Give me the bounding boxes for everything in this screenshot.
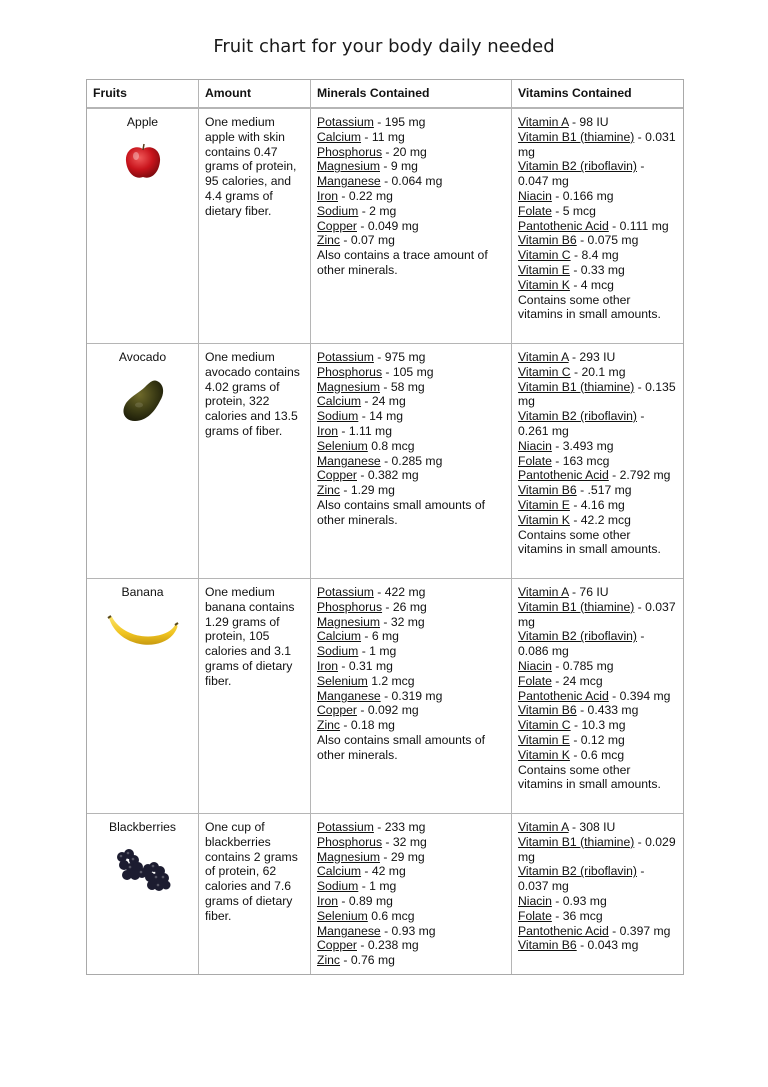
nutrient-link[interactable]: Potassium: [317, 350, 374, 364]
nutrient-link[interactable]: Niacin: [518, 438, 552, 453]
table-row-blackberries: [87, 814, 683, 974]
nutrient-link[interactable]: Vitamin E: [518, 262, 570, 277]
nutrient-link[interactable]: Pantothenic Acid: [518, 218, 609, 233]
fruit-cell: [87, 344, 199, 579]
nutrient-link[interactable]: Folate: [518, 453, 552, 468]
nutrient-link[interactable]: Pantothenic Acid: [518, 468, 609, 483]
vitamins-cell: [512, 814, 683, 974]
nutrient-value: - 0.037 mg: [518, 599, 676, 629]
mineral-item: [317, 468, 505, 483]
vitamins-cell: [512, 579, 683, 814]
mineral-item: [317, 820, 505, 835]
vitamin-item: [518, 600, 677, 630]
mineral-item: [317, 380, 505, 395]
nutrient-value: - 26 mg: [382, 599, 427, 614]
nutrient-value: - 24 mg: [361, 394, 406, 409]
nutrient-value: - 1.11 mg: [338, 423, 392, 438]
page-title: Fruit chart for your body daily needed: [213, 36, 555, 57]
vitamin-item: [518, 674, 677, 689]
nutrient-value: - 0.029 mg: [518, 834, 676, 864]
fruit-name: Blackberries: [108, 820, 177, 834]
nutrient-value: - 163 mcg: [551, 453, 610, 468]
fruit-cell: [87, 109, 199, 344]
vitamin-item: [518, 864, 677, 894]
vitamin-item: [518, 365, 677, 380]
nutrient-link[interactable]: Copper: [317, 938, 357, 953]
mineral-item: [317, 130, 505, 145]
vitamins-note: Contains some other vitamins in small amounts.: [518, 762, 661, 792]
fruit-name: Banana: [121, 585, 164, 599]
nutrient-value: - 0.93 mg: [380, 923, 436, 938]
nutrient-value: - 76 IU: [568, 585, 609, 599]
mineral-item: [317, 365, 505, 380]
nutrient-value: - 975 mg: [373, 350, 426, 364]
apple-image: [122, 140, 164, 182]
vitamin-item: [518, 204, 677, 219]
nutrient-link[interactable]: Vitamin B2 (riboflavin): [518, 864, 637, 879]
fruit-name: Avocado: [118, 350, 167, 364]
nutrient-link[interactable]: Selenium: [317, 673, 368, 688]
nutrient-link[interactable]: Vitamin B6: [518, 703, 577, 718]
nutrient-value: - 98 IU: [568, 115, 609, 129]
avocado-image: [117, 375, 169, 425]
mineral-item: [317, 674, 505, 689]
mineral-item: [317, 864, 505, 879]
nutrient-value: - 0.394 mg: [608, 688, 671, 703]
amount-cell: One cup of blackberries contains 2 grams of protein, 62 calories and 7.6 grams of dietary fiber.: [199, 814, 311, 974]
nutrient-link[interactable]: Phosphorus: [317, 144, 383, 159]
mineral-item: [317, 629, 505, 644]
vitamins-note: Contains some other vitamins in small amounts.: [518, 527, 661, 557]
nutrient-link[interactable]: Copper: [317, 703, 357, 718]
blackberries-image: [112, 845, 174, 895]
nutrient-value: - 0.037 mg: [518, 864, 645, 894]
nutrient-link[interactable]: Iron: [317, 658, 339, 673]
nutrient-link[interactable]: Magnesium: [317, 159, 380, 174]
nutrient-value: 1.2 mcg: [367, 673, 415, 688]
nutrient-value: - 422 mg: [373, 585, 426, 599]
mineral-item: [317, 909, 505, 924]
nutrient-value: - 0.064 mg: [380, 174, 443, 189]
nutrient-value: - 42.2 mcg: [569, 512, 631, 527]
nutrient-link[interactable]: Zinc: [317, 953, 341, 968]
mineral-item: [317, 174, 505, 189]
nutrient-value: - 105 mg: [382, 364, 434, 379]
nutrient-link[interactable]: Vitamin B6: [518, 483, 577, 498]
nutrient-value: - 0.382 mg: [356, 468, 419, 483]
nutrient-link[interactable]: Iron: [317, 423, 339, 438]
vitamin-item: [518, 659, 677, 674]
vitamin-item: [518, 189, 677, 204]
nutrient-value: - 0.135 mg: [518, 379, 676, 409]
mineral-item: [317, 659, 505, 674]
vitamin-item: [518, 894, 677, 909]
header-minerals: Minerals Contained: [311, 80, 512, 109]
vitamins-cell: [512, 109, 683, 344]
mineral-item: [317, 644, 505, 659]
nutrient-value: - 24 mcg: [551, 673, 603, 688]
minerals-cell: [311, 579, 512, 814]
nutrient-value: - 20 mg: [382, 144, 427, 159]
mineral-item: [317, 585, 505, 600]
vitamin-item: [518, 820, 677, 835]
nutrient-link[interactable]: Vitamin B1 (thiamine): [518, 379, 635, 394]
nutrient-link[interactable]: Vitamin C: [518, 364, 571, 379]
nutrient-link[interactable]: Zinc: [317, 233, 341, 248]
nutrient-value: - 0.18 mg: [340, 718, 395, 733]
nutrient-value: - 1 mg: [358, 879, 397, 894]
minerals-note: Also contains a trace amount of other minerals.: [317, 248, 488, 277]
fruit-cell: [87, 814, 199, 974]
minerals-cell: [311, 109, 512, 344]
nutrient-value: - 308 IU: [568, 820, 616, 834]
nutrient-value: - 36 mcg: [551, 908, 603, 923]
header-vitamins: Vitamins Contained: [512, 80, 683, 109]
minerals-note: Also contains small amounts of other minerals.: [317, 732, 485, 762]
nutrient-value: - 20.1 mg: [570, 364, 626, 379]
mineral-item: [317, 350, 505, 365]
mineral-item: [317, 718, 505, 733]
vitamins-note: Contains some other vitamins in small amounts.: [518, 292, 661, 322]
mineral-item: [317, 115, 505, 130]
nutrient-link[interactable]: Vitamin B6: [518, 233, 577, 248]
vitamin-item: [518, 835, 677, 865]
nutrient-value: - 0.031 mg: [518, 129, 676, 159]
vitamin-item: [518, 454, 677, 469]
nutrient-link[interactable]: Manganese: [317, 923, 381, 938]
nutrient-value: - 0.285 mg: [380, 453, 443, 468]
fruit-cell: [87, 579, 199, 814]
nutrient-value: - 233 mg: [373, 820, 426, 834]
vitamin-item: [518, 703, 677, 718]
mineral-item: [317, 219, 505, 234]
nutrient-value: - 0.397 mg: [608, 923, 671, 938]
mineral-item: [317, 409, 505, 424]
nutrient-link[interactable]: Vitamin B2 (riboflavin): [518, 629, 637, 644]
vitamin-item: [518, 248, 677, 263]
nutrient-link[interactable]: Pantothenic Acid: [518, 688, 609, 703]
nutrient-value: 0.6 mcg: [367, 908, 415, 923]
nutrient-link[interactable]: Sodium: [317, 879, 359, 894]
mineral-item: [317, 424, 505, 439]
nutrient-value: - 29 mg: [380, 849, 425, 864]
nutrient-link[interactable]: Vitamin K: [518, 747, 570, 762]
nutrient-value: - 5 mcg: [551, 203, 596, 218]
mineral-item: [317, 850, 505, 865]
nutrient-value: - 0.043 mg: [576, 938, 639, 953]
vitamin-item: [518, 748, 677, 763]
nutrient-value: - 32 mg: [382, 834, 427, 849]
nutrient-link[interactable]: Folate: [518, 908, 552, 923]
nutrient-link[interactable]: Vitamin B6: [518, 938, 577, 953]
amount-cell: One medium banana contains 1.29 grams of protein, 105 calories and 3.1 grams of dietary fiber.: [199, 579, 311, 814]
nutrient-value: - 0.33 mg: [569, 262, 625, 277]
minerals-cell: [311, 344, 512, 579]
nutrient-value: - 0.049 mg: [356, 218, 419, 233]
mineral-item: [317, 159, 505, 174]
vitamin-item: [518, 350, 677, 365]
nutrient-link[interactable]: Folate: [518, 673, 552, 688]
nutrient-link[interactable]: Potassium: [317, 115, 374, 129]
nutrient-link[interactable]: Vitamin A: [518, 820, 569, 834]
nutrient-link[interactable]: Sodium: [317, 409, 359, 424]
vitamin-item: [518, 219, 677, 234]
vitamin-item: [518, 233, 677, 248]
minerals-note: Also contains small amounts of other minerals.: [317, 497, 485, 527]
fruit-table: [86, 79, 684, 975]
nutrient-value: - 58 mg: [380, 379, 425, 394]
mineral-item: [317, 145, 505, 160]
nutrient-link[interactable]: Vitamin B2 (riboflavin): [518, 409, 637, 424]
nutrient-link[interactable]: Copper: [317, 468, 357, 483]
nutrient-link[interactable]: Zinc: [317, 483, 341, 498]
nutrient-value: - 195 mg: [373, 115, 426, 129]
nutrient-link[interactable]: Calcium: [317, 629, 362, 644]
vitamin-item: [518, 585, 677, 600]
nutrient-value: - 6 mg: [361, 629, 399, 644]
header-row: [87, 80, 683, 109]
nutrient-link[interactable]: Vitamin B1 (thiamine): [518, 599, 635, 614]
nutrient-value: - 4 mcg: [569, 277, 614, 292]
nutrient-link[interactable]: Vitamin B1 (thiamine): [518, 129, 635, 144]
vitamin-item: [518, 439, 677, 454]
vitamin-item: [518, 689, 677, 704]
nutrient-value: - 0.89 mg: [338, 893, 393, 908]
table-row-banana: [87, 579, 683, 814]
vitamin-item: [518, 380, 677, 410]
nutrient-value: - 14 mg: [358, 409, 404, 424]
mineral-item: [317, 439, 505, 454]
nutrient-link[interactable]: Phosphorus: [317, 834, 383, 849]
nutrient-value: - 2.792 mg: [608, 468, 671, 483]
mineral-item: [317, 689, 505, 704]
vitamin-item: [518, 938, 677, 953]
nutrient-value: - 1 mg: [358, 644, 397, 659]
nutrient-link[interactable]: Vitamin B1 (thiamine): [518, 834, 635, 849]
table-row-apple: [87, 109, 683, 344]
fruit-name: Apple: [126, 115, 159, 129]
mineral-item: [317, 483, 505, 498]
nutrient-value: - 0.075 mg: [576, 233, 639, 248]
nutrient-value: - 0.93 mg: [551, 893, 607, 908]
vitamin-item: [518, 130, 677, 160]
table-row-avocado: [87, 344, 683, 579]
nutrient-link[interactable]: Selenium: [317, 908, 368, 923]
nutrient-link[interactable]: Calcium: [317, 864, 362, 879]
nutrient-value: - 0.166 mg: [551, 188, 614, 203]
nutrient-link[interactable]: Sodium: [317, 203, 359, 218]
banana-image: [106, 610, 180, 650]
nutrient-link[interactable]: Magnesium: [317, 614, 380, 629]
nutrient-value: - 8.4 mg: [570, 248, 619, 263]
nutrient-link[interactable]: Vitamin C: [518, 718, 571, 733]
vitamin-item: [518, 468, 677, 483]
nutrient-link[interactable]: Pantothenic Acid: [518, 923, 609, 938]
mineral-item: [317, 953, 505, 968]
mineral-item: [317, 233, 505, 248]
nutrient-link[interactable]: Vitamin K: [518, 277, 570, 292]
vitamin-item: [518, 629, 677, 659]
nutrient-value: - 0.086 mg: [518, 629, 645, 659]
nutrient-link[interactable]: Potassium: [317, 585, 374, 599]
nutrient-value: - 0.76 mg: [340, 953, 395, 968]
nutrient-link[interactable]: Magnesium: [317, 379, 380, 394]
vitamin-item: [518, 483, 677, 498]
nutrient-link[interactable]: Vitamin C: [518, 248, 571, 263]
nutrient-link[interactable]: Niacin: [518, 893, 552, 908]
nutrient-value: - 293 IU: [568, 350, 616, 364]
nutrient-link[interactable]: Selenium: [317, 438, 368, 453]
vitamins-cell: [512, 344, 683, 579]
mineral-item: [317, 924, 505, 939]
mineral-item: [317, 189, 505, 204]
vitamin-item: [518, 513, 677, 528]
nutrient-value: - 0.111 mg: [608, 218, 669, 233]
nutrient-link[interactable]: Vitamin E: [518, 497, 570, 512]
nutrient-link[interactable]: Manganese: [317, 174, 381, 189]
nutrient-link[interactable]: Niacin: [518, 188, 552, 203]
nutrient-value: - 4.16 mg: [569, 497, 625, 512]
mineral-item: [317, 204, 505, 219]
mineral-item: [317, 938, 505, 953]
nutrient-value: - 0.22 mg: [338, 188, 393, 203]
vitamin-item: [518, 115, 677, 130]
nutrient-link[interactable]: Vitamin A: [518, 350, 569, 364]
nutrient-link[interactable]: Magnesium: [317, 849, 380, 864]
nutrient-value: - 32 mg: [380, 614, 425, 629]
nutrient-link[interactable]: Manganese: [317, 688, 381, 703]
nutrient-link[interactable]: Iron: [317, 188, 339, 203]
nutrient-link[interactable]: Copper: [317, 218, 357, 233]
nutrient-value: - 11 mg: [361, 129, 405, 144]
amount-cell: One medium apple with skin contains 0.47 grams of protein, 95 calories, and 4.4 grams of dietary fiber.: [199, 109, 311, 344]
nutrient-value: - 42 mg: [361, 864, 406, 879]
nutrient-value: - 0.12 mg: [569, 732, 625, 747]
nutrient-link[interactable]: Calcium: [317, 394, 362, 409]
nutrient-value: - 10.3 mg: [570, 718, 626, 733]
vitamin-item: [518, 409, 677, 439]
vitamin-item: [518, 263, 677, 278]
mineral-item: [317, 835, 505, 850]
mineral-item: [317, 394, 505, 409]
nutrient-link[interactable]: Phosphorus: [317, 599, 383, 614]
nutrient-value: - 2 mg: [358, 203, 397, 218]
header-amount: Amount: [199, 80, 311, 109]
vitamin-item: [518, 924, 677, 939]
nutrient-value: - 0.31 mg: [338, 658, 393, 673]
nutrient-link[interactable]: Calcium: [317, 129, 362, 144]
vitamin-item: [518, 909, 677, 924]
header-fruits: Fruits: [87, 80, 199, 109]
nutrient-link[interactable]: Vitamin A: [518, 115, 569, 129]
mineral-item: [317, 615, 505, 630]
nutrient-value: - 0.6 mcg: [569, 747, 625, 762]
nutrient-link[interactable]: Vitamin B2 (riboflavin): [518, 159, 637, 174]
nutrient-link[interactable]: Manganese: [317, 453, 381, 468]
nutrient-value: - 0.261 mg: [518, 409, 645, 438]
mineral-item: [317, 879, 505, 894]
nutrient-link[interactable]: Vitamin A: [518, 585, 569, 599]
vitamin-item: [518, 278, 677, 293]
nutrient-link[interactable]: Iron: [317, 893, 339, 908]
nutrient-value: - 9 mg: [380, 159, 418, 174]
mineral-item: [317, 894, 505, 909]
mineral-item: [317, 703, 505, 718]
mineral-item: [317, 600, 505, 615]
nutrient-link[interactable]: Zinc: [317, 718, 341, 733]
nutrient-link[interactable]: Niacin: [518, 658, 552, 673]
nutrient-value: - 0.238 mg: [356, 938, 419, 953]
nutrient-link[interactable]: Sodium: [317, 644, 359, 659]
nutrient-value: - 3.493 mg: [551, 438, 614, 453]
vitamin-item: [518, 159, 677, 189]
nutrient-link[interactable]: Phosphorus: [317, 364, 383, 379]
nutrient-link[interactable]: Vitamin E: [518, 732, 570, 747]
nutrient-value: - 0.319 mg: [380, 688, 443, 703]
nutrient-link[interactable]: Potassium: [317, 820, 374, 834]
nutrient-value: - 1.29 mg: [340, 483, 395, 498]
vitamin-item: [518, 733, 677, 748]
amount-cell: One medium avocado contains 4.02 grams of protein, 322 calories and 13.5 grams of fiber.: [199, 344, 311, 579]
nutrient-value: 0.8 mcg: [367, 438, 415, 453]
nutrient-value: - 0.785 mg: [551, 658, 614, 673]
vitamin-item: [518, 718, 677, 733]
nutrient-value: - 0.047 mg: [518, 159, 645, 189]
nutrient-link[interactable]: Folate: [518, 203, 552, 218]
nutrient-link[interactable]: Vitamin K: [518, 512, 570, 527]
nutrient-value: - .517 mg: [576, 483, 632, 498]
mineral-item: [317, 454, 505, 469]
nutrient-value: - 0.07 mg: [340, 233, 395, 248]
nutrient-value: - 0.433 mg: [576, 703, 639, 718]
nutrient-value: - 0.092 mg: [356, 703, 419, 718]
vitamin-item: [518, 498, 677, 513]
minerals-cell: [311, 814, 512, 974]
